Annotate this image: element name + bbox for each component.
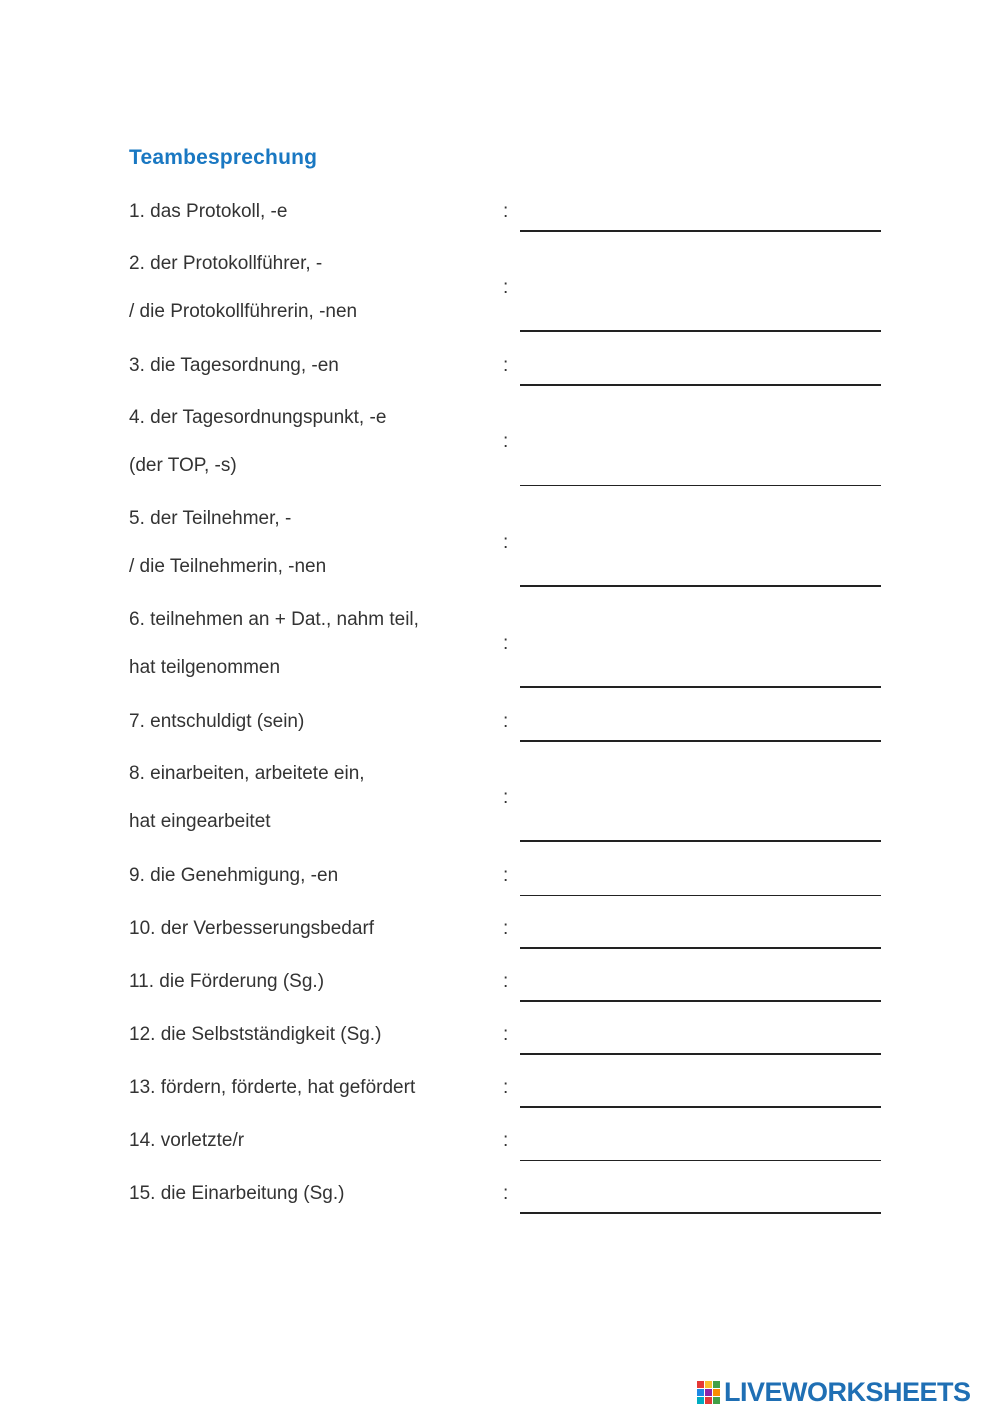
vocab-term: 15. die Einarbeitung (Sg.) xyxy=(129,1183,345,1204)
vocab-term-continuation: / die Teilnehmerin, -nen xyxy=(129,556,327,577)
vocab-term: 1. das Protokoll, -e xyxy=(129,201,288,222)
separator-colon: : xyxy=(503,532,509,553)
logo-block xyxy=(705,1389,712,1396)
logo-block xyxy=(697,1381,704,1388)
vocab-term: 6. teilnehmen an + Dat., nahm teil, xyxy=(129,609,419,630)
answer-input-4[interactable] xyxy=(520,460,881,486)
vocab-term: 13. fördern, förderte, hat gefördert xyxy=(129,1077,416,1098)
logo-text: LIVEWORKSHEETS xyxy=(724,1377,971,1407)
vocab-term: 3. die Tagesordnung, -en xyxy=(129,355,339,376)
vocab-term: 9. die Genehmigung, -en xyxy=(129,865,339,886)
separator-colon: : xyxy=(503,711,509,732)
logo-block xyxy=(697,1397,704,1404)
vocab-term: 10. der Verbesserungsbedarf xyxy=(129,918,375,939)
separator-colon: : xyxy=(503,277,509,298)
vocab-term: 8. einarbeiten, arbeitete ein, xyxy=(129,763,365,784)
logo-block xyxy=(713,1389,720,1396)
answer-input-1[interactable] xyxy=(520,206,881,232)
vocab-term: 2. der Protokollführer, - xyxy=(129,253,323,274)
separator-colon: : xyxy=(503,1024,509,1045)
answer-input-8[interactable] xyxy=(520,816,881,842)
separator-colon: : xyxy=(503,633,509,654)
separator-colon: : xyxy=(503,918,509,939)
answer-input-2[interactable] xyxy=(520,306,881,332)
logo-block xyxy=(713,1397,720,1404)
answer-input-7[interactable] xyxy=(520,716,881,742)
vocab-term: 7. entschuldigt (sein) xyxy=(129,711,305,732)
liveworksheets-logo xyxy=(697,1377,971,1408)
vocab-term-continuation: hat eingearbeitet xyxy=(129,811,271,832)
vocab-term: 14. vorletzte/r xyxy=(129,1130,245,1151)
vocab-term: 5. der Teilnehmer, - xyxy=(129,508,292,529)
answer-input-9[interactable] xyxy=(520,870,881,896)
answer-input-3[interactable] xyxy=(520,360,881,386)
answer-input-14[interactable] xyxy=(520,1135,881,1161)
logo-block xyxy=(705,1397,712,1404)
separator-colon: : xyxy=(503,1130,509,1151)
separator-colon: : xyxy=(503,865,509,886)
vocab-term-continuation: (der TOP, -s) xyxy=(129,455,237,476)
logo-block xyxy=(705,1381,712,1388)
separator-colon: : xyxy=(503,1077,509,1098)
logo-block xyxy=(697,1389,704,1396)
vocab-term: 4. der Tagesordnungspunkt, -e xyxy=(129,407,387,428)
answer-input-15[interactable] xyxy=(520,1188,881,1214)
answer-input-5[interactable] xyxy=(520,561,881,587)
separator-colon: : xyxy=(503,787,509,808)
separator-colon: : xyxy=(503,1183,509,1204)
separator-colon: : xyxy=(503,971,509,992)
separator-colon: : xyxy=(503,431,509,452)
answer-input-11[interactable] xyxy=(520,976,881,1002)
answer-input-12[interactable] xyxy=(520,1029,881,1055)
vocab-term-continuation: / die Protokollführerin, -nen xyxy=(129,301,358,322)
separator-colon: : xyxy=(503,355,509,376)
logo-block xyxy=(713,1381,720,1388)
vocab-term-continuation: hat teilgenommen xyxy=(129,657,281,678)
answer-input-6[interactable] xyxy=(520,662,881,688)
separator-colon: : xyxy=(503,201,509,222)
logo-blocks-icon xyxy=(697,1381,720,1404)
answer-input-13[interactable] xyxy=(520,1082,881,1108)
answer-input-10[interactable] xyxy=(520,923,881,949)
vocab-term: 11. die Förderung (Sg.) xyxy=(129,971,325,992)
worksheet-title: Teambesprechung xyxy=(129,146,318,169)
vocab-term: 12. die Selbstständigkeit (Sg.) xyxy=(129,1024,382,1045)
